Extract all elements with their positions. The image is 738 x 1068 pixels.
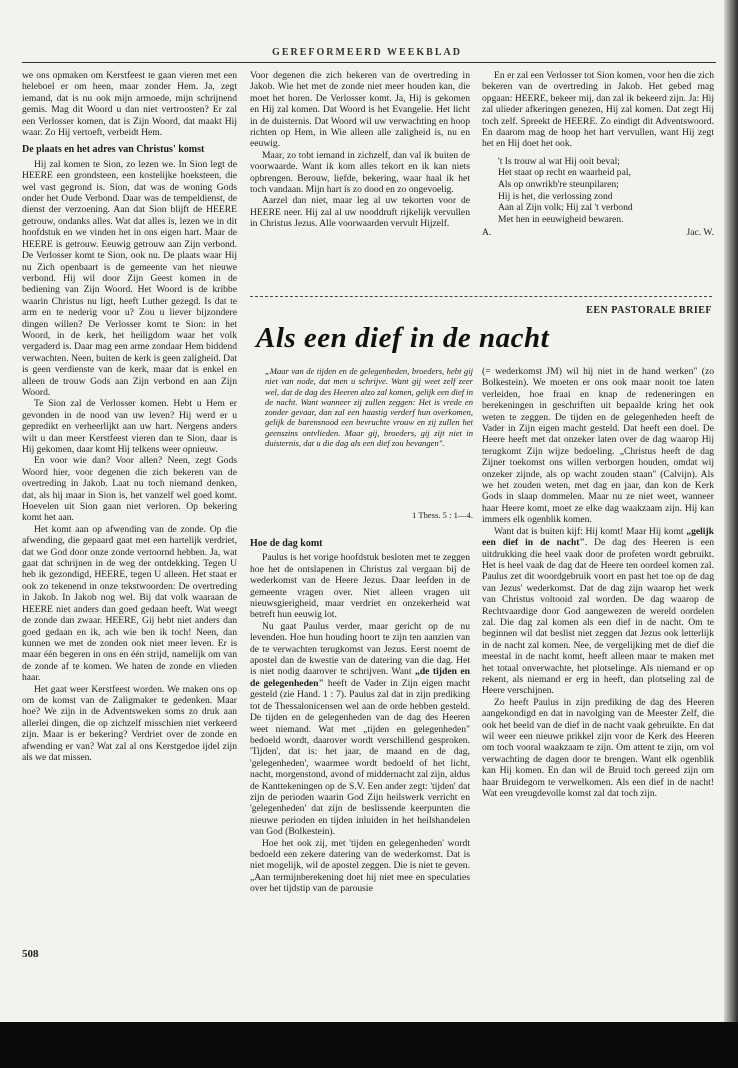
poem-line: Het staat op recht en waarheid pal,: [498, 167, 631, 179]
paragraph: [482, 526, 714, 697]
column-3-bottom: [482, 366, 714, 956]
signature-initial: A.: [482, 227, 492, 239]
masthead: GEREFORMEERD WEEKBLAD: [272, 47, 462, 58]
paragraph: Het gaat weer Kerstfeest worden. We maken ons op om de komst van de Zaligmaker te gedenken. Maar hoe? We zijn in de Adventsweken soms zo druk aan allerlei dingen, die op zichzelf misschien niet verkeerd zijn. Maar is er bekering? Verdriet over de zonde en afwending er van? Wat zal al ons Kerstgedoe ijdel zijn als we dat missen.: [22, 683, 237, 763]
header-rule: [22, 62, 716, 63]
text-run: Nu gaat Paulus verder, maar gericht op de nu levenden. Hoe hun houding hoort te zijn ten aanzien van de te verwachten terugkomst van Jezus. Eerst noemt de apostel dan de kwestie van de datering van die dag. Het is niet nodig daarover te schrijven. Want: [250, 620, 470, 678]
column-2-bottom: [250, 532, 470, 957]
paragraph: Maar, zo tobt iemand in zichzelf, dan val ik buiten de voorwaarde. Want ik kom alles tekort en ik kan niets opbrengen. Berouw, liefde, bekering, waar haal ik het toch vandaan. Mijn hart is zo dood en zo ongevoelig.: [250, 149, 470, 196]
subheading: Hoe de dag komt: [250, 538, 323, 549]
page-number: 508: [22, 948, 39, 960]
signature-author: Jac. W.: [686, 227, 714, 239]
poem-line: Als op onwrikb're steunpilaren;: [498, 179, 619, 191]
bold-phrase: „de tijden en de gelegenheden": [250, 666, 470, 689]
paragraph: [250, 621, 470, 838]
scripture-reference: 1 Thess. 5 : 1—4.: [412, 510, 473, 520]
signature: [482, 227, 714, 238]
paragraph: Het komt aan op afwending van de zonde. Op die afwending, die gepaard gaat met een hartelijk verdriet, dat we God door onze zonde vertoornd hebben. Ja, wat gaat dat schrijnen in de weg der ontdekking. Tegen U heb ik gezondigd, HEERE, tegen U alleen. Het staat er ook zo tekenend in onze tekstwoorden: De overtreding in Jakob. In Jakob nog wel. Bij dat volk waaraan de HEERE niet anders dan goed gedaan heeft. Wat weegt de zonde dan zwaar. HEERE, Gij hebt niet anders dan goed gedaan en ik, ach wie ben ik toch! Neen, dan kunnen we met de zonden ook niet meer leven. Er is maar één begeren in ons en één strijd, namelijk om van de zonde af te komen. We haten de zonde en vlieden haar.: [22, 523, 237, 684]
paragraph: Aarzel dan niet, maar leg al uw tekorten voor de HEERE neer. Hij zal al uw nooddruft rijkelijk vervullen in Christus Jezus. Alle voorwaarden vervult Hijzelf.: [250, 195, 470, 230]
poem-line: Met hen in eeuwigheid bewaren.: [498, 213, 624, 225]
bold-phrase: „gelijk een dief in de nacht": [482, 525, 714, 549]
poem-line: 't Is trouw al wat Hij ooit beval;: [498, 155, 620, 167]
article-headline: Als een dief in de nacht: [256, 322, 550, 354]
text-run: heeft de Vader in Zijn eigen macht gesteld (zie Hand. 1 : 7). Paulus zal dat in zijn prediking tot de Thessalonicensen wel aan de orde hebben gesteld. De tijden en de gelegenheden van de dag des Heeren weet niemand. Wat met „tijden en gelegenheden" bedoeld wordt, daarover wordt verschillend gesproken. 'Tijden', dat is: het jaar, de maand en de dag, 'gelegenheden', waarmee wordt bedoeld of het licht, nacht, morgenstond, avond of middernacht zal zijn, aldus de Kanttekeningen op de S.V. Een ander zegt: 'tijden' dat zijn de perioden waarin God Zijn heilswerk verricht en 'gelegenheden' dat zijn de beslissende keerpunten die nieuwe perioden en tijden inluiden in het heilshandelen van God (Bolkestein).: [250, 677, 470, 838]
paragraph: Hij zal komen te Sion, zo lezen we. In Sion legt de HEERE een grondsteen, een kostelijke hoeksteen, die wel vast gegrond is. Sion, dat was de woning Gods onder het Oude Verbond. Daar was de tempeldienst, de dienst der verzoening. Aan dat Sion blijft de HEERE getrouw, ondanks alles. Wat dat alles is, lezen we in dit hoofdstuk en we vinden het in ons eigen hart. Maar de HEERE is getrouw. Eeuwig getrouw aan Zijn verbond. De Verlosser komt te Sion, ook nu. De plaats waar Hij nu Zich openbaart is de gemeente van het nieuwe verbond. Hij wil door Zijn Geest komen in de bediening van Zijn Woord. Het Woord is de kribbe waarin Christus nu ligt, heeft Luther gezegd. Is dat te arm en te nederig voor u? Zou u liever bijzondere dingen willen? De Verlosser komt te Sion: in het Woord, in de kerk, het heiligdom waar het volk vergaderd is. Daar mag een arme zondaar Hem biddend verwachten. Neen, buiten de kerk is geen zaligheid. Dat is geen verdienste van de kerk, maar dat is enkel en alleen de trouw Gods aan Zijn verbond en aan Zijn Woord.: [22, 158, 237, 398]
poem-line: Hij is het, die verlossing zond: [498, 190, 613, 202]
column-1: [22, 70, 237, 940]
subheading: De plaats en het adres van Christus' komst: [22, 144, 205, 156]
scan-bottom-band: [0, 1022, 738, 1068]
paragraph: Te Sion zal de Verlosser komen. Hebt u Hem er gevonden in de nood van uw leven? Hij werd er u gepredikt en verheerlijkt aan uw hart. Nergens anders wilt u dan meer Kerstfeest vieren dan te Sion, daar is Hij gekomen, daar komt Hij telkens weer opnieuw.: [22, 398, 237, 455]
column-2-top: [250, 70, 470, 285]
section-label: EEN PASTORALE BRIEF: [586, 305, 712, 316]
paragraph: we ons opmaken om Kerstfeest te gaan vieren met een heleboel er om heen, maar zonder Hem. Ja, zegt iemand, dat is nu ook mijn armoede, mijn schrijnend gemis. Mag dit Woord u dan niet vertroosten? Er zal een Verlosser komen, dat is Zijn Woord, dat maakt Hij waar. Zo Hij vertoeft, verbeidt Hem.: [22, 70, 237, 139]
scripture-quote: „Maar van de tijden en de gelegenheden, broeders, hebt gij niet van node, dat men u schrijve. Want gij weet zelf zeer wel, dat de dag des Heeren alzo zal komen, gelijk een dief in de nacht. Want wanneer zij zullen zeggen: Het is vrede en zonder gevaar, dan zal een haastig verderf hun overkomen, gelijk de barensnood een bevruchte vrouw en zij zullen het geenszins ontvlieden. Maar gij, broeders, gij zijt niet in duisternis, dat u die dag als een dief zou bevangen".: [265, 366, 473, 449]
paragraph: En er zal een Verlosser tot Sion komen, voor hen die zich bekeren van de overtreding in Jakob. Het gebed mag opgaan: HEERE, bekeer mij, dan zal ik bekeerd zijn. Ja: Hij zal ulieder afkeringen genezen, Hij zal komen. Dat zegt Hij toch zelf. Spreekt de HEERE. Zo eindigt dit Adventswoord. En daarom mag de hoop het hart vervullen, want Hij zegt het en Hij doet het ook.: [482, 70, 714, 150]
paragraph: Paulus is het vorige hoofdstuk besloten met te zeggen hoe het de ontslapenen in Christus zal vergaan bij de wederkomst van de Heere Jezus. Daar leefden in de gemeente vragen over. Niet alleen vragen uit nieuwsgierigheid, maar verdriet en onzekerheid wat betreft hun eeuwig lot.: [250, 552, 470, 621]
text-run: Want dat is buiten kijf: Hij komt! Maar Hij komt: [494, 525, 687, 537]
paragraph: (= wederkomst JM) wil hij niet in de hand werken" (zo Bolkestein). We moeten er ons ook maar nooit toe laten verleiden, hoe fraai en knap de redeneringen en berekeningen in geschriften uit bepaalde kring het ook weten te zeggen. De tijden en de gelegenheden heeft de Vader in Zijn eigen macht gesteld. Dat heeft een doel. De Heere heeft met dat onzeker laten over de dag waarop Hij terugkomt Zijn wijze bedoeling. „Christus heeft de dag Zijner toekomst ons willen verborgen houden, omdat wij onzeker zijnde, als op wacht zouden staan" (Calvijn). Als we het zouden weten, met dag en jaar, dan kon de Kerk Gods in slaap dommelen. Maar nu ze niet weet, wanneer haar Heere komt, moet ze elke dag waakzaam zijn. Hij kan immers elk ogenblik komen.: [482, 366, 714, 526]
scan-edge: [724, 0, 738, 1068]
paragraph: Hoe het ook zij, met 'tijden en gelegenheden' wordt bedoeld een zekere datering van de wederkomst. Dat is niet mogelijk, wil de apostel zeggen. Die is niet te geven. „Aan termijnberekening doet hij niet mee en speculaties over het tijdstip van de parousie: [250, 837, 470, 895]
section-divider: [250, 296, 712, 297]
column-3-top: [482, 70, 714, 290]
poem: [498, 156, 714, 226]
text-run: . De dag des Heeren is een uitdrukking die heel vaak door de profeten wordt gebruikt. Het is heel vaak de dag dat de Heere ten oordeel komen zal. Paulus zet dit woordgebruik voort en past het toe op de dag van Jezus' wederkomst. Dat de dag zijn waarop het werk van Christus voltooid zal worden. De dag waarop de Rechtvaardige door God aangewezen de wereld oordelen zal. Die dag zal komen als een dief in de nacht. Om te beginnen wil dat beslist niet zeggen dat Jezus ook letterlijk in de nacht zal komen. Nee, de vergelijking met de dief die meestal in de nacht komt, heeft alleen maar te maken met het totaal onverwachte, het plotselinge. Als niemand er op rekent, als niemand er erg in heeft, dan plotseling zal de Heere verschijnen.: [482, 537, 714, 697]
paragraph: En voor wie dan? Voor allen? Neen, zegt Gods Woord hier, voor degenen die zich bekeren van de overtreding in Jakob. Laat nu toch niemand denken, dat, als hij maar in Sion is, het vanzelf wel goed komt. Hoevelen uit Sion gaan niet verloren. Op bekering komt het aan.: [22, 455, 237, 524]
paragraph: Zo heeft Paulus in zijn prediking de dag des Heeren aangekondigd en dat in navolging van de Meester Zelf, die ook het beeld van de dief in de nacht vaak gebruikte. En dat wil weer een nieuwe prikkel zijn voor de Kerk des Heeren om toch vooral waakzaam te zijn. Om attent te zijn, om vol verwachting de dagen door te brengen. Want elk ogenblik kan Hij komen. En dan wil de Bruid toch gereed zijn om haar Bruidegom te verwelkomen. Als een dief in de nacht! Wat een vreugdevolle komst zal dat toch zijn.: [482, 696, 714, 800]
poem-line: Aan al Zijn volk; Hij zal 't verbond: [498, 202, 633, 214]
paragraph: Voor degenen die zich bekeren van de overtreding in Jakob. Wie het met de zonde niet meer houden kan, die moet het horen. De Verlosser komt. Ja, Hij is gekomen en Hij zal komen. Dat Woord is het Evangelie. Het licht in de duisternis. Dat Woord wil uw verwachting en hoop richten op Hem, in Wie alleen alle zaligheid is, nu en eeuwig.: [250, 70, 470, 150]
